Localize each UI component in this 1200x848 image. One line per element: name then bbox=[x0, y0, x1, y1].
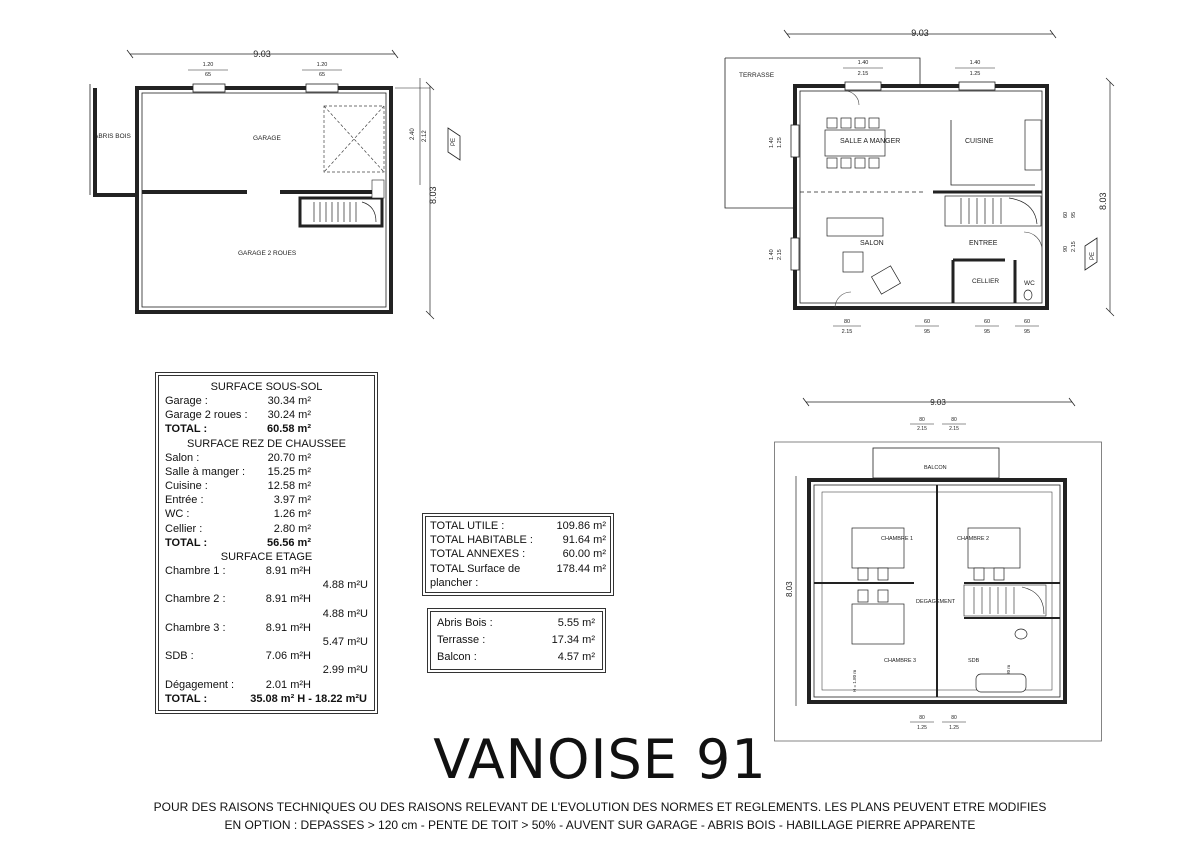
upper-width-label: 9.03 bbox=[930, 398, 946, 407]
window-width-label: 1.40 bbox=[857, 60, 869, 66]
ground-width-label: 9.03 bbox=[911, 28, 929, 38]
options-note: EN OPTION : DEPASSES > 120 cm - PENTE DE TOIT > 50% - AUVENT SUR GARAGE - ABRIS BOIS - HABILLAGE PIERRE APPARENTE bbox=[224, 818, 976, 832]
window-height-label: 2.15 bbox=[1071, 241, 1077, 252]
boiler bbox=[372, 180, 384, 198]
ground-stair bbox=[945, 196, 1041, 226]
door-swing bbox=[835, 292, 851, 308]
surface-row: Garage 2 roues : 30.24 m² bbox=[165, 409, 311, 422]
window-width-label: 80 bbox=[919, 715, 925, 721]
surface-row: 2.99 m²U bbox=[322, 664, 368, 677]
basement-floor-plan bbox=[80, 40, 480, 330]
room-label-degagement: DEGAGEMENT bbox=[916, 599, 956, 605]
room-label-balcon: BALCON bbox=[924, 465, 947, 471]
window bbox=[306, 84, 338, 92]
surface-row: Salle à manger : 15.25 m² bbox=[165, 465, 311, 478]
window-height-label: 95 bbox=[1071, 211, 1077, 218]
window-width-label: 80 bbox=[843, 319, 851, 325]
room-label-garage-2-roues: GARAGE 2 ROUES bbox=[238, 250, 297, 257]
pe-label: PE bbox=[451, 137, 457, 146]
basement-width-label: 9.03 bbox=[253, 49, 271, 59]
bathtub bbox=[976, 674, 1026, 692]
window-height-label: 95 bbox=[1023, 329, 1031, 335]
total-row: TOTAL ANNEXES : 60.00 m² bbox=[430, 548, 606, 561]
surface-row: Cuisine : 12.58 m² bbox=[165, 480, 311, 493]
window-height-label: 95 bbox=[923, 329, 931, 335]
surface-row: 4.88 m²U bbox=[322, 607, 368, 620]
window-width-label: 1.20 bbox=[316, 62, 328, 68]
totals-table bbox=[422, 513, 614, 596]
surface-row: Dégagement : 2.01 m²H bbox=[165, 678, 311, 691]
window-width-label: 60 bbox=[1063, 211, 1069, 218]
window-sill-label: 65 bbox=[204, 72, 212, 78]
upper-walls bbox=[809, 480, 1065, 702]
toilet bbox=[1024, 290, 1032, 300]
surface-row: Chambre 2 : 8.91 m²H bbox=[165, 593, 311, 606]
room-label-entree: ENTREE bbox=[969, 240, 998, 247]
window-width-label: 60 bbox=[1023, 319, 1031, 325]
disclaimer-note: POUR DES RAISONS TECHNIQUES OU DES RAISONS RELEVANT DE L'EVOLUTION DES NORMES ET REGLEMENTS. LES PLANS PEUVENT ETRE MODIFIES bbox=[153, 800, 1047, 814]
room-label-salon: SALON bbox=[860, 240, 884, 247]
window bbox=[791, 125, 799, 157]
section-heading: SURFACE ETAGE bbox=[220, 551, 313, 564]
surface-row: SDB : 7.06 m²H bbox=[165, 650, 311, 663]
surface-row: Entrée : 3.97 m² bbox=[165, 494, 311, 507]
armchair bbox=[871, 266, 900, 294]
room-label-wc: WC bbox=[1024, 280, 1035, 287]
room-label-chambre-2: CHAMBRE 2 bbox=[957, 536, 990, 542]
window-width-label: 60 bbox=[923, 319, 931, 325]
ground-height-label: 8.03 bbox=[1098, 192, 1108, 210]
window-height-label: 1.25 bbox=[777, 137, 783, 148]
surface-total-row: TOTAL : 60.58 m² bbox=[165, 423, 311, 436]
surface-total-row: TOTAL : 35.08 m² H - 18.22 m²U bbox=[165, 692, 367, 705]
upper-height-label: 8.03 bbox=[785, 581, 794, 597]
window-height-label: 2.15 bbox=[777, 249, 783, 260]
window-width-label: 80 bbox=[951, 715, 957, 721]
sofa bbox=[827, 218, 883, 236]
total-row: TOTAL Surface de plancher : 178.44 m² bbox=[430, 562, 606, 589]
surface-row: Chambre 3 : 8.91 m²H bbox=[165, 621, 311, 634]
door-dim-label: 2.12 bbox=[422, 130, 428, 142]
door-swing bbox=[1024, 232, 1042, 250]
basement-height-label: 8.03 bbox=[428, 186, 438, 204]
window-width-label: 80 bbox=[919, 417, 925, 423]
window bbox=[959, 82, 995, 90]
annex-row: Balcon : 4.57 m² bbox=[437, 651, 595, 663]
surface-total-row: TOTAL : 56.56 m² bbox=[165, 536, 311, 549]
surface-row: Salon : 20.70 m² bbox=[165, 451, 311, 464]
room-label-cuisine: CUISINE bbox=[965, 138, 994, 145]
bed bbox=[852, 590, 904, 644]
room-label-chambre-3: CHAMBRE 3 bbox=[884, 658, 917, 664]
kitchen-counter bbox=[1025, 120, 1041, 170]
upper-floor-plan bbox=[774, 392, 1102, 742]
window-height-label: 2.15 bbox=[857, 71, 869, 77]
upper-stair bbox=[964, 585, 1046, 616]
coffee-table bbox=[843, 252, 863, 272]
total-row: TOTAL HABITABLE : 91.64 m² bbox=[430, 534, 606, 547]
section-heading: SURFACE SOUS-SOL bbox=[210, 381, 323, 393]
annexes-table bbox=[427, 608, 606, 673]
window-width-label: 90 bbox=[1063, 245, 1069, 252]
garage-door bbox=[324, 106, 384, 172]
basement-stair bbox=[300, 198, 382, 226]
window-height-label: 1.25 bbox=[917, 725, 927, 731]
window-height-label: 2.15 bbox=[949, 426, 959, 432]
window-width-label: 80 bbox=[951, 417, 957, 423]
window-height-label: 1.25 bbox=[969, 71, 981, 77]
annex-row: Terrasse : 17.34 m² bbox=[437, 634, 595, 646]
balcony bbox=[873, 448, 999, 478]
document-title: VANOISE 91 bbox=[433, 728, 767, 791]
surface-row: Chambre 1 : 8.91 m²H bbox=[165, 565, 311, 578]
room-label-sdb: SDB bbox=[968, 658, 980, 664]
window-width-label: 1.20 bbox=[202, 62, 214, 68]
section-heading: SURFACE REZ DE CHAUSSEE bbox=[187, 437, 346, 450]
window-width-label: 1.40 bbox=[769, 249, 775, 260]
window-height-label: 95 bbox=[983, 329, 991, 335]
room-label-terrasse: TERRASSE bbox=[739, 72, 775, 79]
surface-row: 4.88 m²U bbox=[322, 579, 368, 592]
window bbox=[791, 238, 799, 270]
sink bbox=[1015, 629, 1027, 639]
window-height-label: 1.25 bbox=[949, 725, 959, 731]
ground-floor-plan bbox=[715, 20, 1135, 350]
room-label-abris-bois: ABRIS BOIS bbox=[94, 133, 131, 140]
room-label-garage: GARAGE bbox=[253, 135, 281, 142]
room-label-chambre-1: CHAMBRE 1 bbox=[881, 536, 914, 542]
surface-row: Garage : 30.34 m² bbox=[165, 395, 311, 407]
pe-label: PE bbox=[1090, 251, 1096, 260]
annex-row: Abris Bois : 5.55 m² bbox=[437, 617, 595, 629]
room-label-cellier: CELLIER bbox=[972, 278, 1000, 285]
window-height-label: 2.15 bbox=[917, 426, 927, 432]
room-label-salle-a-manger: SALLE A MANGER bbox=[840, 138, 901, 145]
total-row: TOTAL UTILE : 109.86 m² bbox=[430, 520, 606, 532]
surface-row: WC : 1.26 m² bbox=[165, 508, 311, 521]
window-sill-label: 65 bbox=[318, 72, 326, 78]
window-width-label: 60 bbox=[983, 319, 991, 325]
window bbox=[845, 82, 881, 90]
surfaces-table bbox=[155, 372, 378, 714]
surface-row: Cellier : 2.80 m² bbox=[165, 522, 311, 535]
window-height-label: 2.15 bbox=[841, 329, 853, 335]
window-width-label: 1.40 bbox=[769, 137, 775, 148]
surface-row: 5.47 m²U bbox=[322, 636, 368, 649]
window bbox=[193, 84, 225, 92]
height-note: H = 1.80 m bbox=[852, 669, 857, 692]
door-dim-label: 2.40 bbox=[410, 128, 416, 140]
window-width-label: 1.40 bbox=[969, 60, 981, 66]
door-swing bbox=[845, 91, 859, 105]
